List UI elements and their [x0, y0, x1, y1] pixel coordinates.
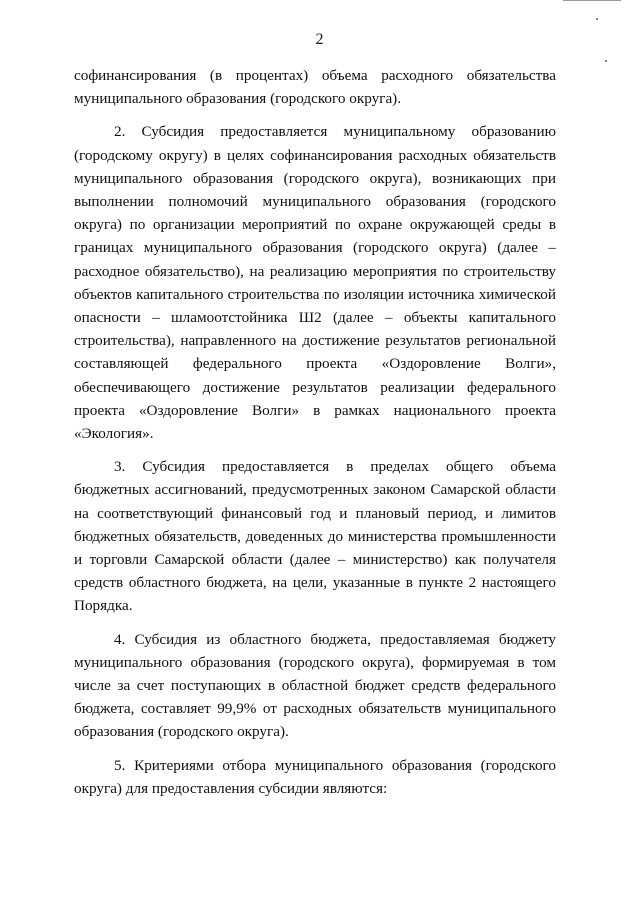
page-number: 2 — [315, 31, 324, 48]
paragraph-point-3: 3. Субсидия предоставляется в пределах общего объема бюджетных ассигнований, предусмотренных законом Самарской области на соответствующий финансовый год и плановый период, и лимитов бюджетных обязательств, доведенных до министерства промышленности и торговли Самарской области (далее – министерство) как получателя средств областного бюджета, на цели, указанные в пункте 2 настоящего Порядка. — [74, 458, 556, 615]
paragraph-point-4: 4. Субсидия из областного бюджета, предоставляемая бюджету муниципального образования (городского округа), формируемая в том числе за счет поступающих в областной бюджет средств федерального бюджета, составляет 99,9% от расходных обязательств муниципального образования (городского округа). — [74, 630, 556, 741]
paragraph-point-2: 2. Субсидия предоставляется муниципальному образованию (городскому округу) в целях софинансирования расходных обязательств муниципального образования (городского округа), возникающих при выполнении полномочий муниципального образования (городского округа) по организации мероприятий по охране окружающей среды в границах муниципального образования (городского округа) (далее – расходное обязательство), на реализацию мероприятия по строительству объектов капитального строительства по изоляции источника химической опасности – шламоотстойника Ш2 (далее – объекты капитального строительства), направленного на достижение результатов региональной составляющей федерального проекта «Оздоровление Волги», обеспечивающего достижение результатов реализации федерального проекта «Оздоровление Волги» в рамках национального проекта «Экология». — [74, 123, 556, 443]
scan-speck — [605, 60, 607, 62]
paragraph-point-5: 5. Критериями отбора муниципального образования (городского округа) для предоставления субсидии являются: — [74, 756, 556, 797]
paragraph-continuation: софинансирования (в процентах) объема расходного обязательства муниципального образования (городского округа). — [74, 67, 556, 108]
scan-speck — [596, 18, 598, 20]
scan-top-rule — [563, 0, 621, 1]
document-body — [74, 64, 556, 800]
